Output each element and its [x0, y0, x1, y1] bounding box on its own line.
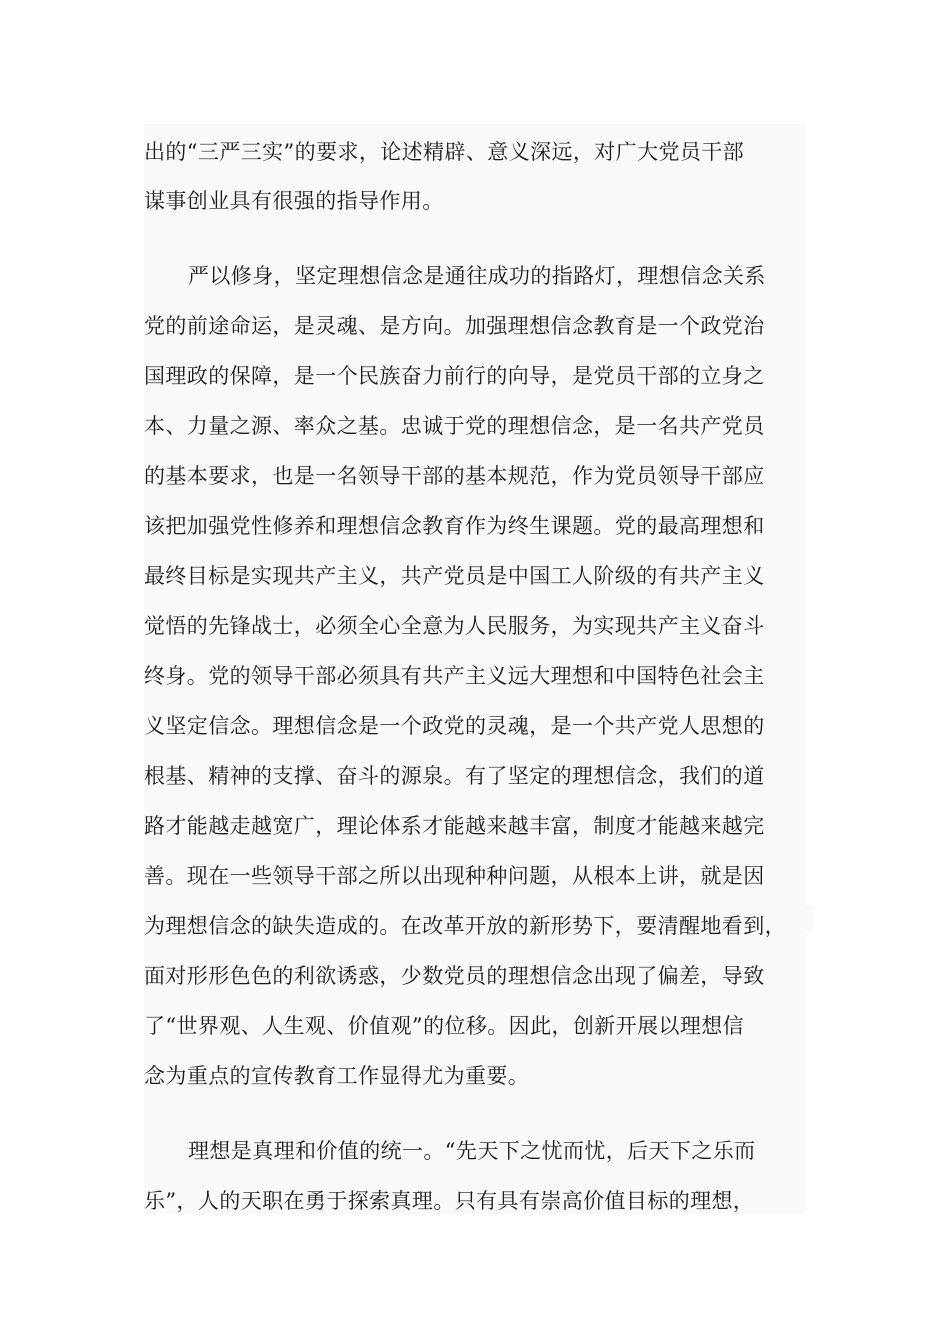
paragraph-2-line-16: 了“世界观、人生观、价值观”的位移。因此，创新开展以理想信 [144, 1014, 745, 1038]
paragraph-2-line-2: 党的前途命运，是灵魂、是方向。加强理想信念教育是一个政党治 [144, 314, 765, 338]
paragraph-2-line-5: 的基本要求，也是一名领导干部的基本规范，作为党员领导干部应 [144, 464, 765, 488]
paragraph-2-line-8: 觉悟的先锋战士，必须全心全意为人民服务，为实现共产主义奋斗 [144, 614, 765, 638]
paragraph-2-line-17: 念为重点的宣传教育工作显得尤为重要。 [144, 1064, 530, 1088]
paragraph-2-line-12: 路才能越走越宽广，理论体系才能越来越丰富，制度才能越来越完 [144, 814, 765, 838]
paragraph-2-line-7: 最终目标是实现共产主义，共产党员是中国工人阶级的有共产主义 [144, 564, 765, 588]
paragraph-1-line-1: 出的“三严三实”的要求，论述精辟、意义深远，对广大党员干部 [144, 140, 745, 164]
paragraph-2-line-13: 善。现在一些领导干部之所以出现种种问题，从根本上讲，就是因 [144, 864, 765, 888]
text-body [144, 124, 806, 1214]
paragraph-2-line-1: 严以修身，坚定理想信念是通往成功的指路灯，理想信念关系 [188, 264, 766, 288]
paragraph-2-line-15: 面对形形色色的利欲诱惑，少数党员的理想信念出现了偏差，导致 [144, 964, 765, 988]
paragraph-2-line-10: 义坚定信念。理想信念是一个政党的灵魂，是一个共产党人思想的 [144, 714, 765, 738]
paragraph-2-line-6: 该把加强党性修养和理想信念教育作为终生课题。党的最高理想和 [144, 514, 765, 538]
paragraph-2-line-9: 终身。党的领导干部必须具有共产主义远大理想和中国特色社会主 [144, 664, 765, 688]
paragraph-2-line-11: 根基、精神的支撑、奋斗的源泉。有了坚定的理想信念，我们的道 [144, 764, 765, 788]
paragraph-2-line-3: 国理政的保障，是一个民族奋力前行的向导，是党员干部的立身之 [144, 364, 765, 388]
line-overhang-background [806, 905, 814, 931]
paragraph-3-line-2: 乐”，人的天职在勇于探索真理。只有具有崇高价值目标的理想， [144, 1189, 755, 1213]
paragraph-2-line-4: 本、力量之源、率众之基。忠诚于党的理想信念，是一名共产党员 [144, 414, 765, 438]
paragraph-3-line-1: 理想是真理和价值的统一。“先天下之忧而忧，后天下之乐而 [188, 1139, 756, 1163]
paragraph-1-line-2: 谋事创业具有很强的指导作用。 [144, 189, 444, 213]
paragraph-2-line-14: 为理想信念的缺失造成的。在改革开放的新形势下，要清醒地看到， [144, 914, 786, 938]
